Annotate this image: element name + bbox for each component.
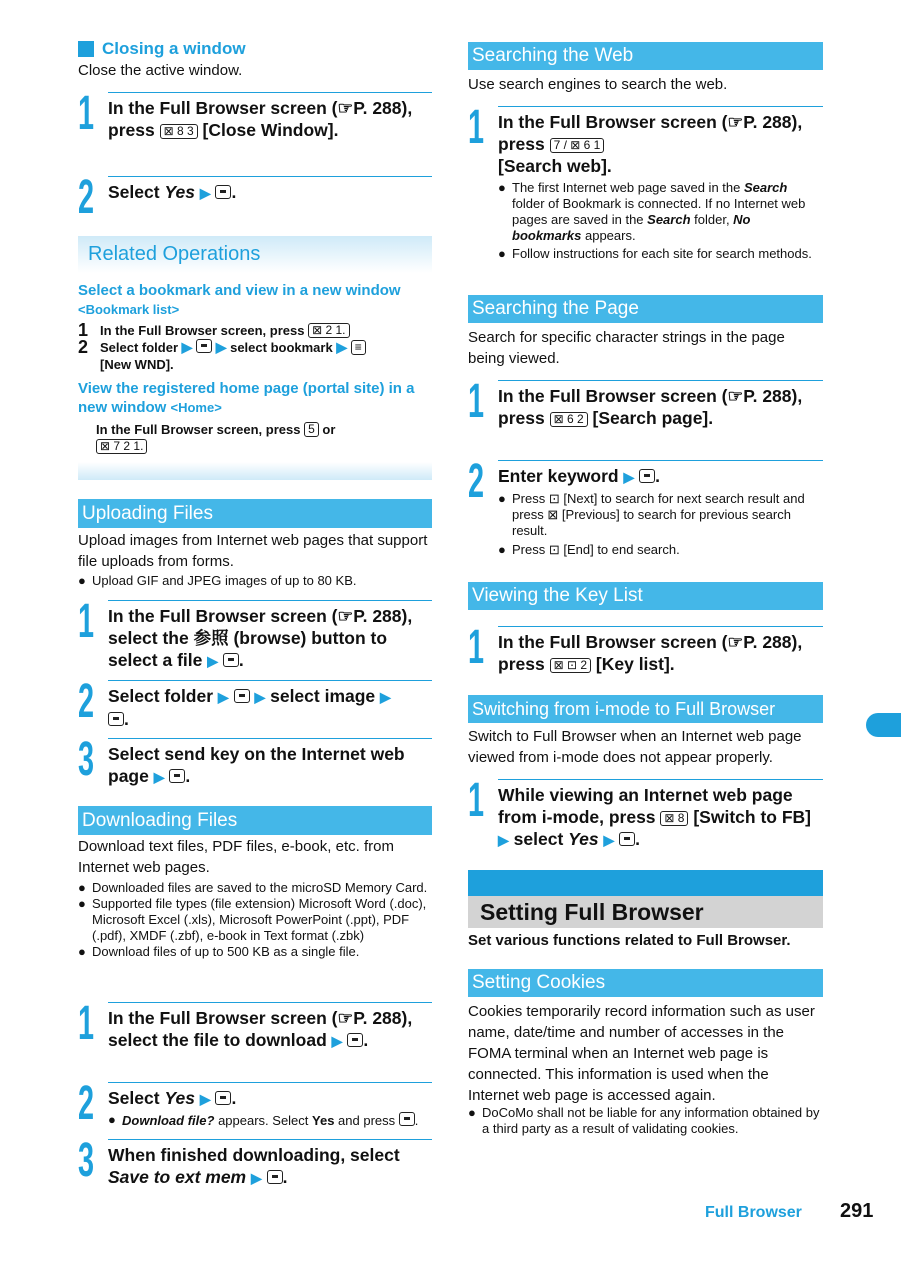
footer-section: Full Browser <box>705 1204 802 1221</box>
related-heading: Related Operations <box>78 236 432 273</box>
square-icon <box>78 41 94 57</box>
switching-heading: Switching from i-mode to Full Browser <box>468 695 823 723</box>
searchweb-step-1: 1 In the Full Browser screen (☞P. 288), press 7 / ⊠ 6 1 [Search web]. ● The first Internet web page saved in the Search folder of Bookmark is connected. If no Internet web pages are saved in the Search folder, No bookmarks appears. ● Follow instructions for each site for search methods. <box>468 106 823 262</box>
closing-step-2: 2 Select Yes ▶ . <box>78 176 432 220</box>
uploading-step-2: 2 Select folder ▶ ▶ select image ▶ . <box>78 680 432 730</box>
uploading-heading: Uploading Files <box>78 499 432 528</box>
searchpage-step-2: 2 Enter keyword ▶ . ● Press ⊡ [Next] to search for next search result and press ⊠ [Previous] to search for previous search result. ● Press ⊡ [End] to end search. <box>468 460 823 558</box>
switching-step-1: 1 While viewing an Internet web page from i-mode, press ⊠ 8 [Switch to FB] ▶ select Yes ▶ . <box>468 779 823 851</box>
closing-step-1: 1 In the Full Browser screen (☞P. 288), press ⊠ 8 3 [Close Window]. <box>78 92 432 141</box>
related-link-2: View the registered home page (portal site) in a new window <Home> <box>78 380 415 416</box>
uploading-step-1: 1 In the Full Browser screen (☞P. 288), select the 参照 (browse) button to select a file ▶ . <box>78 600 432 672</box>
setting-heading: Setting Full Browser <box>468 896 823 928</box>
searchpage-heading: Searching the Page <box>468 295 823 323</box>
page-number: 291 <box>840 1200 874 1222</box>
searchweb-heading: Searching the Web <box>468 42 823 70</box>
related-link-1: Select a bookmark and view in a new window <box>78 282 401 299</box>
center-key-icon <box>215 185 231 199</box>
downloading-step-1: 1 In the Full Browser screen (☞P. 288), select the file to download ▶ . <box>78 1002 432 1052</box>
keylist-step-1: 1 In the Full Browser screen (☞P. 288), press ⊠ ⊡ 2 [Key list]. <box>468 626 823 675</box>
downloading-step-2: 2 Select Yes ▶ . ● Download file? appears. Select Yes and press . <box>78 1082 432 1129</box>
closing-heading: Closing a window <box>78 39 246 59</box>
downloading-step-3: 3 When finished downloading, select Save to ext mem ▶ . <box>78 1139 432 1189</box>
cookies-heading: Setting Cookies <box>468 969 823 997</box>
section-tab <box>866 713 901 737</box>
downloading-heading: Downloading Files <box>78 806 432 835</box>
keylist-heading: Viewing the Key List <box>468 582 823 610</box>
uploading-step-3: 3 Select send key on the Internet web page ▶ . <box>78 738 432 788</box>
closing-desc: Close the active window. <box>78 62 243 79</box>
searchpage-step-1: 1 In the Full Browser screen (☞P. 288), press ⊠ 6 2 [Search page]. <box>468 380 823 429</box>
